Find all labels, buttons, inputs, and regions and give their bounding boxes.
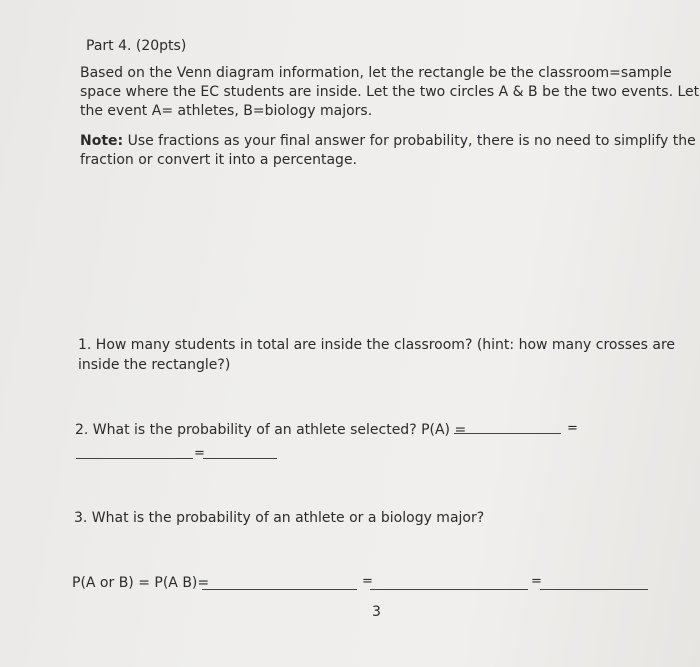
question-3-text: 3. What is the probability of an athlete or a biology major?: [74, 510, 485, 526]
note-text-1: Use fractions as your final answer for probability, there is no need to simplify the: [123, 133, 696, 149]
answer-blank-2a[interactable]: [454, 433, 561, 434]
answer-blank-2c[interactable]: [203, 458, 277, 459]
intro-line-1: Based on the Venn diagram information, let the rectangle be the classroom=sample: [80, 65, 672, 81]
answer-blank-3a[interactable]: [202, 589, 357, 590]
equals-sign: =: [531, 574, 542, 589]
note-line-2: fraction or convert it into a percentage.: [80, 152, 358, 168]
answer-blank-2b[interactable]: [76, 458, 193, 459]
equals-sign: =: [194, 446, 205, 461]
equals-sign: =: [567, 421, 578, 436]
question-2-text: 2. What is the probability of an athlete selected? P(A) =: [75, 422, 467, 438]
answer-blank-3b[interactable]: [370, 589, 528, 590]
note-line-1: [80, 132, 696, 151]
intro-line-2: space where the EC students are inside. Let the two circles A & B be the two events. Let: [80, 84, 700, 100]
question-3-formula: P(A or B) = P(A B)=: [72, 575, 210, 591]
part-title: Part 4. (20pts): [86, 38, 187, 54]
page-number: 3: [372, 604, 381, 620]
equals-sign: =: [362, 574, 373, 589]
question-1-line-1: 1. How many students in total are inside the classroom? (hint: how many crosses are: [78, 337, 676, 353]
note-label: Note:: [80, 133, 124, 149]
question-1-line-2: inside the rectangle?): [78, 357, 231, 373]
intro-line-3: the event A= athletes, B=biology majors.: [80, 103, 373, 119]
answer-blank-3c[interactable]: [540, 589, 648, 590]
